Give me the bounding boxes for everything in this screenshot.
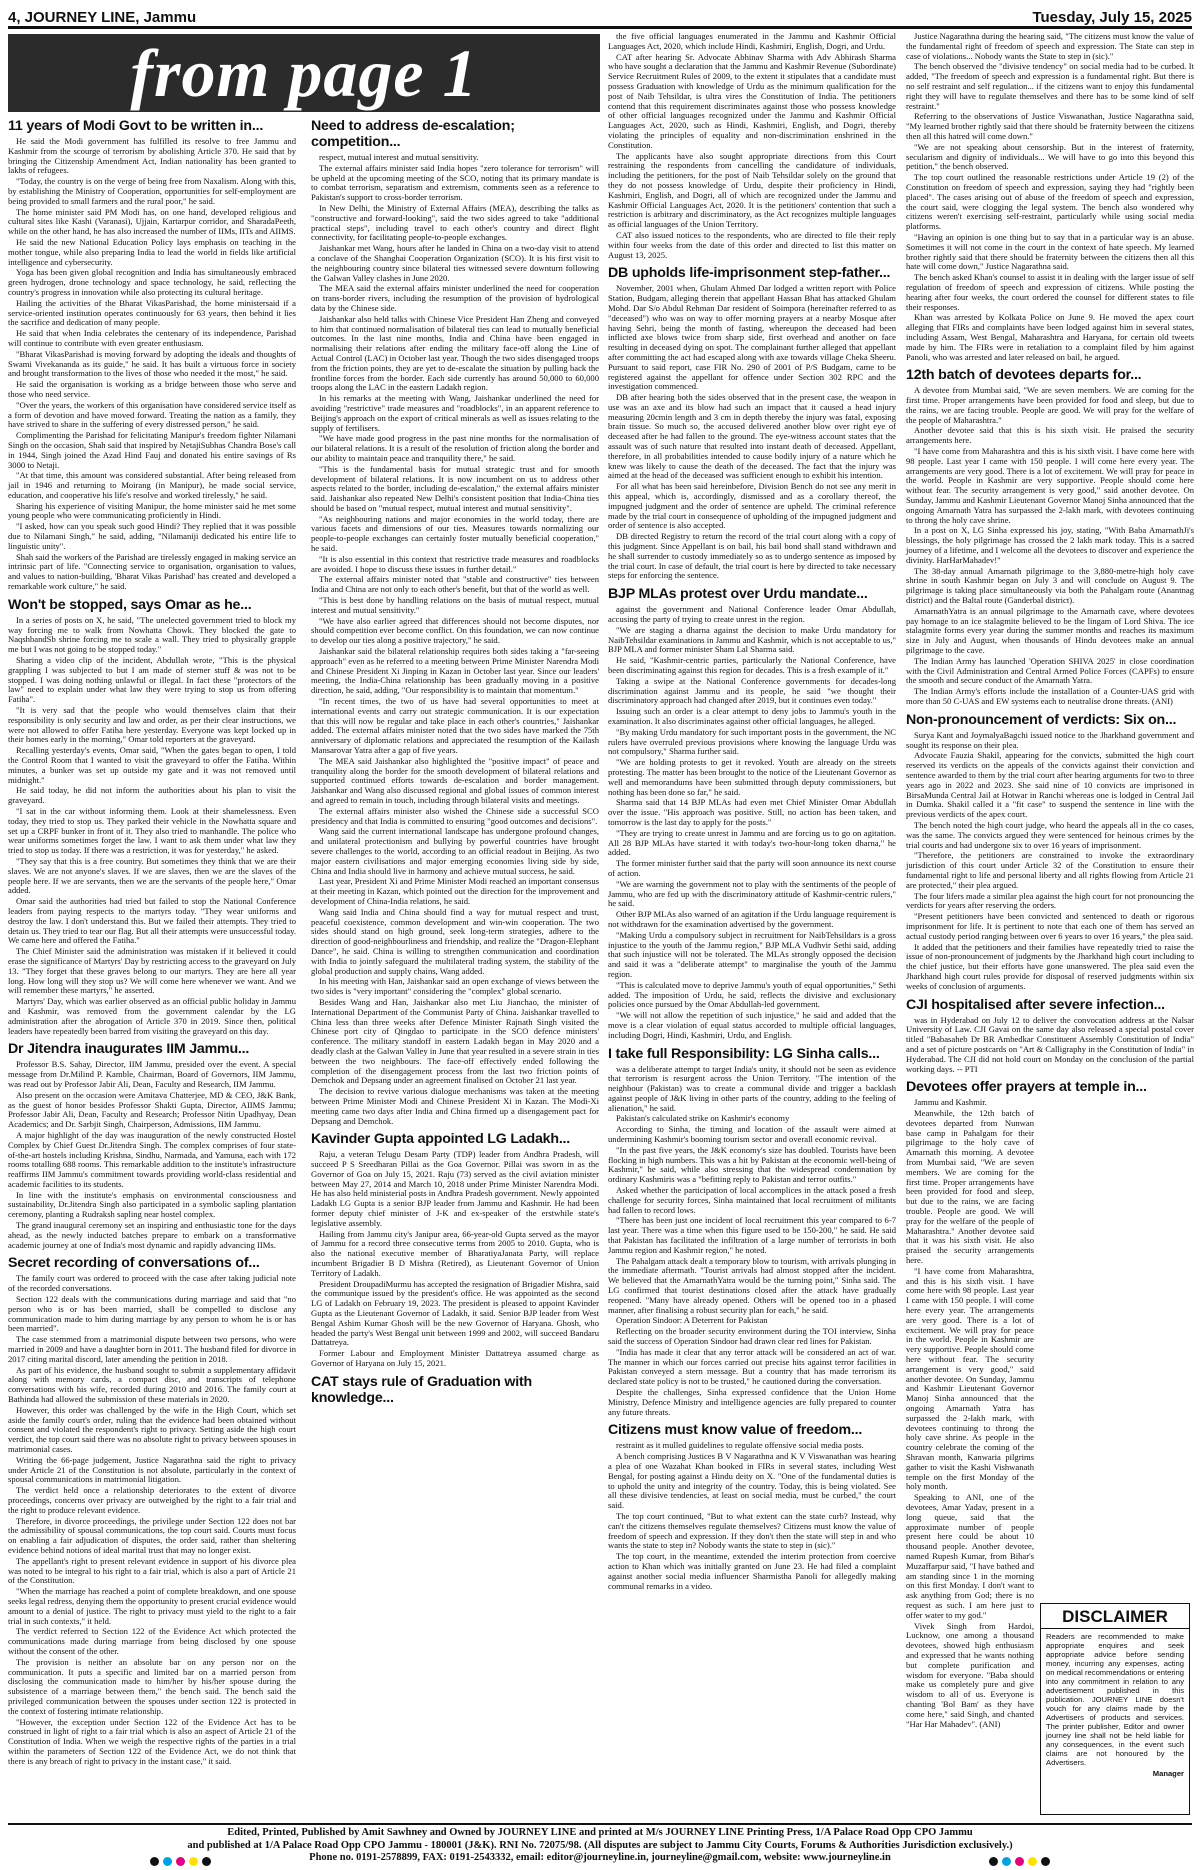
- article-paragraph: President DroupadiMurmu has accepted the resignation of Brigadier Mishra, said the communique issued by the president's office. He was appointed as the second LG of Ladakh on February 19, 2023. The president is pleased to appoint Kavinder Gupta as the Lieutenant Governor of Ladakh, it said. Senior BJP leader from West Bengal Ashim Kumar Ghosh will be the new Governor of Haryana. Ghosh, who headed the party's West Bengal unit between 1999 and 2002, will succeed Bandaru Dattatreya.: [311, 1278, 599, 1348]
- article-paragraph: Omar said the authorities had tried but failed to stop the National Conference leaders from paying respects to the martyrs today. "They wear uniforms and destroy the law. I don't understand this. But we failed their attempts. They tried to detain us. They tried to tear our flag. But all their attempts were unsuccessful today. We came here and offered the Fatiha.": [8, 896, 296, 946]
- article-body: [8, 137, 296, 592]
- registration-marks: [0, 1857, 1200, 1869]
- article-paragraph: The external affairs minister said India hopes "zero tolerance for terrorism" will be upheld at the upcoming meeting of the SCO, noting that its primary mandate is to combat terrorism, separatism and extremism, comments seen as a reference to Pakistan's support to cross-border terrorism.: [311, 162, 599, 203]
- article-paragraph: the five official languages enumerated in the Jammu and Kashmir Official Languages Act, 2020, which include Hindi, Kashmiri, English, Dogri, and Urdu.: [608, 31, 896, 51]
- article-paragraph: Shah said the workers of the Parishad are tirelessly engaged in making service an intrinsic part of life. "Connecting service to organisation, organisation to values, and values to nation-building, 'Bharat Vikas Parishad' has created and developed a remarkable work culture," he said.: [8, 551, 296, 592]
- headline: Dr Jitendra inaugurates IIM Jammu...: [8, 1041, 250, 1058]
- article-paragraph: Another devotee said that this is his sixth visit. He praised the security arrangements here.: [906, 425, 1194, 446]
- article-paragraph: CAT also issued notices to the respondents, who are directed to file their reply within four weeks from the date of this order and directed to list this matter on August 13, 2025.: [608, 229, 896, 260]
- article-paragraph: AmarnathYatra is an annual pilgrimage to the Amarnath cave, where devotees pay homage to an ice stalagmite believed to be the lingam of Lord Shiva. The ice stalagmite forms every year during the summer months and reaches its maximum size in July and August, when thousands of Hindu devotees make an annual pilgrimage to the cave.: [906, 605, 1194, 656]
- article-paragraph: Recalling yesterday's events, Omar said, "When the gates began to open, I told the Control Room that I wanted to visit the graveyard to offer the Fatiha. Within minutes, a bunker was set up outside my gate and it was not removed until midnight.": [8, 745, 296, 785]
- article-paragraph: The Indian Army's efforts include the installation of a Counter-UAS grid with more than 50 C-UAS and EW systems each to neutralise drone threats. (ANI): [906, 686, 1194, 706]
- article-paragraph: "Present petitioners have been convicted and sentenced to death or rigorous imprisonment for life. It is pertinent to note that each one of them has served an actual custody period ranging between over 6 years to over 16 years," the plea said.: [906, 911, 1194, 941]
- article-paragraph: A major highlight of the day was inauguration of the newly constructed Hostel Complex by Chief Guest Dr.Jitendra Singh. The complex comprises of four state-of-the-art hostels including Krishna, Sindhu, Narmada, and Yamuna, each with 172 rooms totalling 688 rooms. This remarkable addition to the institute's infrastructure reaffirms IIM Jammu's commitment towards providing world-class residential and academic facilities to its students.: [8, 1129, 296, 1189]
- article-paragraph: The external affairs minister noted that "stable and constructive" ties between India and China are not only to each other's benefit, but that of the world as well.: [311, 574, 599, 595]
- article-body: [906, 32, 1194, 362]
- article-paragraph: "This is the fundamental basis for mutual strategic trust and for smooth development of bilateral relations. It is now incumbent on us to address other aspects related to the border, including de-escalation," the external affairs minister said. Jaishankar also repeated New Delhi's consistent position that India-China ties should be based on "mutual respect, mutual interest and mutual sensitivity".: [311, 463, 599, 513]
- headline: Non-pronouncement of verdicts: Six on...: [906, 711, 1177, 728]
- imprint-line-2: and published at 1/A Palace Road Opp CPO Jammu - 180001 (J&K). RNI No. 72075/98. (All disputes are subject to Jammu City Courts, Forums & Authorities Jurisdiction exclusively.): [187, 1839, 1013, 1851]
- article-paragraph: "We are warning the government not to play with the sentiments of the people of Jammu, who are fed up with the discriminatory attitude of Kashmir-centric rulers," he said.: [608, 878, 896, 909]
- headline: Need to address de-escalation; competition...: [311, 118, 515, 150]
- article-paragraph: "I sat in the car without informing them. Look at their shamelessness. Even today, they tried to stop us. They parked their vehicle in the Nowhatta square and set up a CRPF bunker in front of it. They also tried to manhandle. The police who wear uniforms sometimes forget the law. I want to ask them under what law they tried to stop us today. If there was a restriction, it was for yesterday," he asked.: [8, 806, 296, 856]
- article-paragraph: Former Labour and Employment Minister Dattatreya assumed charge as Governor of Haryana on July 15, 2021.: [311, 1348, 599, 1369]
- article-paragraph: Therefore, in divorce proceedings, the privilege under Section 122 does not bar the admissibility of spousal communications, the top court said. Courts must focus on enabling a fair adjudication of disputes, the order said, rather than sheltering evidence behind notions of ideal marital trust that may no longer exist.: [8, 1515, 296, 1555]
- article-paragraph: The bench asked Khan's counsel to assist it in dealing with the larger issue of self regulation of freedom of speech and expression of citizens. While posting the hearing after four weeks, the court ordered the counsel for different states to file their responses.: [906, 272, 1194, 312]
- article-paragraph: He said that when India celebrates the centenary of its independence, Parishad will continue to contribute with even greater enthusiasm.: [8, 328, 296, 348]
- article-paragraph: Surya Kant and JoymalyaBagchi issued notice to the Jharkhand government and sought its response on their plea.: [906, 729, 1194, 750]
- disclaimer-sign: Manager: [1152, 1769, 1184, 1778]
- article-paragraph: "India has made it clear that any terror attack will be considered an act of war. The manner in which our forces carried out precise hits against terror facilities in Pakistan conveyed a stern message. But a country that has made terrorism its declared state policy is not to be trusted," he cautioned during the conversation.: [608, 1346, 896, 1387]
- section-banner: [8, 34, 600, 112]
- article-paragraph: In his meeting with Han, Jaishankar said an open exchange of views between the two sides is "very important" considering the "complex" global scenario.: [311, 976, 599, 997]
- article-body: [608, 32, 896, 260]
- article-paragraph: The top court continued, "But to what extent can the state curb? Instead, why can't the citizens themselves regulate themselves? Citizens must know the value of freedom of speech and expression. If they don't then the state will step in and who wants the state to step in? Nobody wants the state to step in (sic).": [608, 1510, 896, 1551]
- headline: I take full Responsibility: LG Sinha calls...: [608, 1045, 880, 1062]
- column-4: [906, 32, 1194, 1821]
- imprint-line-1: Edited, Printed, Published by Amit Sawhney and Owned by JOURNEY LINE and printed at M/s JOURNEY LINE Printing Press, 1/A Palace Road Opp CPO Jammu: [227, 1827, 973, 1838]
- article-paragraph: CAT after hearing Sr. Advocate Abhinav Sharma with Adv Abhirash Sharma who have sought a declaration that the Jammu and Kashmir Revenue (Subordinate) Service Recruitment Rules of 2009, to the extent it stipulates that a candidate must possess Graduation with knowledge of Urdu as the minimum qualification for the post of Naib Tehsildar, is ultra vires the Constitution of India. The petitioners contend that this requirement discriminates against those who possess knowledge of other official languages recognized under the Jammu and Kashmir Official Languages Act, 2020, such as Hindi, Kashmiri, English, and Dogri, thereby violating the principles of equality and non-discrimination enshrined in the Constitution.: [608, 51, 896, 150]
- article-paragraph: "We are holding protests to get it revoked. Youth are already on the streets protesting. The matter has been brought to the notice of the Lieutenant Governor as well and memorandums have been submitted through deputy commissioners, but nothing has been done so far," he said.: [608, 757, 896, 797]
- article-paragraph: "They are trying to create unrest in Jammu and are forcing us to go on agitation. All 28 BJP MLAs have started it with today's two-hour-long token dharna," he added.: [608, 827, 896, 858]
- article-paragraph: In a series of posts on X, he said, "The unelected government tried to block my way forcing me to walk from Nowhatta Chowk. They blocked the gate to NaqshbandSb shrine forcing me to scale a wall. They tried to physically grapple me but I was not going to be stopped today.": [8, 614, 296, 655]
- article-paragraph: "I have come from Maharashtra and this is his sixth visit. I have come here with 98 people. Last year I came with 150 people. I will come here every year. The arrangements are very good. There is a lot of excitement. We will pray for peace in the world. People in Kashmir are very supportive. People should come here without fear. The security arrangement is very good," said another devotee. On Sunday, Jammu and Kashmir Lieutenant Governor Manoj Sinha announced that the ongoing Amarnath Yatra has surpassed the 2-lakh mark, with devotees continuing to throng the holy cave shrine.: [906, 446, 1194, 525]
- article-paragraph: The Pahalgam attack dealt a temporary blow to tourism, with arrivals plunging in the immediate aftermath. "Tourist arrivals had almost stopped after the incident. We believed that the AmarnathYatra would be the turning point," Sinha said. The LG confirmed that tourist destinations closed after the attack have gradually reopened. "Many have already opened. Others will be opened too in a phased manner, after finalising a robust security plan for each," he said.: [608, 1255, 896, 1315]
- article-paragraph: The Indian Army has launched 'Operation SHIVA 2025' in close coordination with the Civil Administration and Central Armed Police Forces (CAPFs) to ensure the smooth and secure conduct of the Amarnath Yatra.: [906, 655, 1194, 686]
- registration-dots-left: [150, 1857, 211, 1869]
- article-body: [8, 1060, 296, 1250]
- article-paragraph: "This is best done by handling relations on the basis of mutual respect, mutual interest and mutual sensitivity.": [311, 595, 599, 615]
- article-paragraph: Last year, President Xi and Prime Minister Modi reached an important consensus at their meeting in Kazan, which pointed out the direction for the improvement and development of China-India relations, he said.: [311, 876, 599, 906]
- article-paragraph: As part of his evidence, the husband sought to submit a supplementary affidavit along with memory cards, a compact disc, and transcripts of telephone conversations with his wife, recorded during 2010 and 2016. The family court at Bathinda had allowed the submission of these materials in 2020.: [8, 1364, 296, 1405]
- article-paragraph: "We will not allow the repetition of such injustice," he said and added that the move is a clear violation of equal status accorded to multiple official languages, including Dogri, Hindi, Kashmiri, Urdu, and English.: [608, 1010, 896, 1040]
- article-paragraph: "Bharat VikasParishad is moving forward by adopting the ideals and thoughts of Swami Vivekananda as its guide," he said. It has built a virtuous force in society and brought transformation to the lives of those who needed it the most," he said.: [8, 348, 296, 379]
- article-paragraph: "When the marriage has reached a point of complete breakdown, and one spouse seeks legal redress, denying them the opportunity to present crucial evidence would amount to a denial of justice. The right to privacy must yield to the right to a fair trial in such contexts," it held.: [8, 1586, 296, 1626]
- article-paragraph: Operation Sindoor: A Deterrent for Pakistan: [616, 1315, 768, 1326]
- article-paragraph: "As neighbouring nations and major economies in the world today, there are various facets and dimensions of our ties. Measures towards normalizing our people-to-people exchanges can certainly foster mutually beneficial cooperation," he said.: [311, 513, 599, 554]
- article-paragraph: The applicants have also sought appropriate directions from this Court restraining the respondents from cancelling the candidature of individuals, including the petitioners, for the post of Naib Tehsildar solely on the ground that they do not possess knowledge of Urdu, despite their proficiency in Hindi, Kashmiri, English, and Dogri, all of which are recognized under the Jammu and Kashmir Official Languages Act, 2020. It is the petitioners' contention that such a restriction is arbitrary and discriminatory, as the Act recognizes multiple languages as official languages of the Union Territory.: [608, 150, 896, 230]
- article-paragraph: "Today, the country is on the verge of being free from Naxalism. Along with this, by establishing the Ministry of Cooperation, opportunities for self-employment are being provided to small farmers and the rural poor," he said.: [8, 176, 296, 206]
- article-paragraph: The external affairs minister also wished the Chinese side a successful SCO presidency and that India is committed to ensuring "good outcomes and decisions".: [311, 805, 599, 826]
- article-paragraph: "In recent times, the two of us have had several opportunities to meet at international events and carry out strategic communication. It is our expectation that this will now be regular and take place in each other's countries," Jaishankar added. The external affairs minister noted that the two sides have marked the 75th anniversary of diplomatic relations and appreciated the resumption of the Kailash Mansarovar Yatra after a gap of five years.: [311, 696, 599, 756]
- article-paragraph: "They say that this is a free country. But sometimes they think that we are their slaves. We are not anyone's slaves. If we are slaves, then we are the slaves of the people here. If we are servants, then we are the servants of the people here," Omar added.: [8, 855, 296, 896]
- article-paragraph: The verdict referred to Section 122 of the Evidence Act which protected the communications made during marriage from being disclosed by one spouse without the consent of the other.: [8, 1626, 296, 1656]
- article-paragraph: Jammu and Kashmir.: [914, 1097, 987, 1108]
- article-paragraph: DB after hearing both the sides observed that in the present case, the weapon in use was an axe and its blow had such an impact that it caused a head injury measuring 20cmin length and 3 cm in depth thereby the injury was fatal, exposing brain tissue. So much so, the accused delivered another blow over right eye of deceased after he had fallen to the ground. The eye-witness account states that the assault was of such nature that resulted into instant death of deceased. Appellant, therefore, in all probabilities intended to cause bodily injury of a nature which he knew was likely to cause the death of the deceased. The fact that the injury was aimed at the head of the deceased was sufficient enough to exhibit his intention.: [608, 392, 896, 481]
- article-paragraph: The top court, in the meantime, extended the interim protection from coercive action to Khan which was initially granted on June 23. He had filed a complaint against another social media influencer Sharmistha Panoli for allegedly making communal remarks in a video.: [608, 1551, 896, 1591]
- article-body: [8, 1274, 296, 1766]
- headline: DB upholds life-imprisonment step-father...: [608, 265, 891, 282]
- article-paragraph: Sharing a video clip of the incident, Abdullah wrote, "This is the physical grappling I was subjected to but I am made of sterner stuff & was not to be stopped. I was doing nothing unlawful or illegal. In fact these "protectors of the law" need to explain under what law they were trying to stop us from offering Fatiha".: [8, 655, 296, 705]
- article-paragraph: Hailing from Jammu city's Janipur area, 66-year-old Gupta served as the mayor of Jammu for a record three consecutive terms from 2005 to 2010. Gupta, who is also the national executive member of BharatiyaJanata Party, will replace incumbent Brigadier B D Mishra (Retired), as Lieutenant Governor of Union Territory of Ladakh.: [311, 1228, 599, 1278]
- article-paragraph: "Making Urdu a compulsory subject in recruitment for NaibTehsildars is a gross injustice to the youth of the Jammu region," BJP MLA Vudhvir Sethi said, adding that such injustice will not be tolerated. The MLAs strongly opposed the decision and said it was a "deliberate attempt" to marginalise the youth of the Jammu region.: [608, 929, 896, 979]
- article-paragraph: "We are staging a dharna against the decision to make Urdu mandatory for NaibTehsildar examinations in Jammu and Kashmir, which is not acceptable to us," BJP MLA and former minister Sham Lal Sharma said.: [608, 624, 896, 655]
- article-paragraph: The bench observed the "divisive tendency" on social media had to be curbed. It added, "The freedom of speech and expression is a fundamental right. But there is no self restraint and self regulation... if the citizens want to enjoy this fundamental right they will have to regulate themselves and there has to be some kind of self restraint.": [906, 61, 1194, 111]
- article-paragraph: Jaishankar said the bilateral relationship requires both sides taking a "far-seeing approach" even as he referred to a meeting between Prime Minister Narendra Modi and Chinese President Xi Jinping in Kazan in October last year. Since our leaders' meeting, the India-China relationship has been gradually moving in a positive direction, he said, adding, "Our responsibility is to maintain that momentum.": [311, 646, 599, 696]
- article-paragraph: "We are not speaking about censorship. But in the interest of fraternity, secularism and dignity of individuals... We will have to go into this beyond this petition," the bench observed.: [906, 141, 1194, 172]
- article-paragraph: Martyrs' Day, which was earlier observed as an official public holiday in Jammu and Kashmir, was removed from the government calendar by the LG administration after the abrogation of Article 370 in 2019. Since then, political leaders have repeatedly been barred from visiting the graveyard on this day.: [8, 996, 296, 1036]
- article-paragraph: Asked whether the participation of local accomplices in the attack posed a fresh challenge for security forces, Sinha maintained that local recruitment of militants had fallen to record lows.: [608, 1185, 896, 1215]
- article-paragraph: A devotee from Mumbai said, "We are seven members. We are coming for the first time. Proper arrangements have been provided for food and sleep, but due to the rains, we are facing trouble. People are good. We will pray for the welfare of the people of Maharashtra.": [906, 385, 1194, 425]
- article-paragraph: "Having an opinion is one thing but to say that in a particular way is an abuse. Sometimes it will not come in the court in the context of hate speech. My learned brother rightly said that there should be fraternity between the citizens then all this hate will come down," Justice Nagarathna said.: [906, 231, 1194, 272]
- article-body: [906, 1098, 1034, 1729]
- article-paragraph: "However, the exception under Section 122 of the Evidence Act has to be construed in light of right to a fair trial which is also an aspect of Article 21 of the Constitution of India. When we weigh the respective rights of the parties in a trial within the parameters of Section 122 of the Evidence Act, we do not think that there is any breach of right to privacy in the instant case," it said.: [8, 1716, 296, 1766]
- article-paragraph: Besides Wang and Han, Jaishankar also met Liu Jianchao, the minister of International Department of the Communist Party of China. Jaishankar travelled to China less than three weeks after Defence Minister Rajnath Singh visited the Chinese port city of Qingdao to participate in the SCO defence ministers' conference. The military standoff in eastern Ladakh began in May 2020 and a deadly clash at the Galwan Valley in June that year resulted in a severe strain in ties between the two neighbours. The face-off effectively ended following the completion of the disengagement process from the last two friction points of Demchok and Depsang under an agreement finalised on October 21 last year.: [311, 996, 599, 1086]
- article-paragraph: The MEA said the external affairs minister underlined the need for cooperation on trans-border rivers, including the resumption of the provision of hydrological data by the Chinese side.: [311, 283, 599, 313]
- article-paragraph: Referring to the observations of Justice Viswanathan, Justice Nagarathna said, "My learned brother rightly said that there should be fraternity between the citizens then all this hatred will come down.": [906, 111, 1194, 141]
- disclaimer-body: Readers are recommended to make appropriate enquires and seek appropriate advice before sending money, incurring any expenses, acting on medical recommendations or entering into any commitment in relation to any advertisement published in this publication. JOURNEY LINE doesn't vouch for any claims made by the Advertisers of products and services. The printer publisher, Editor and owner journey line shall not be held liable for any consequences, in the event such claims are not honoured by the Advertisers.: [1046, 1632, 1184, 1767]
- article-paragraph: Pakistan's calculated strike on Kashmir's economy: [616, 1113, 790, 1124]
- article-paragraph: However, this order was challenged by the wife in the High Court, which set aside the family court's order, ruling that the evidence had been obtained without consent and violated the respondent's right to privacy. Setting aside the high court verdict, the top court said there was no absolute right to privacy between spouses in matrimonial cases.: [8, 1404, 296, 1455]
- registration-dot: [1002, 1857, 1011, 1866]
- column-3: [608, 32, 896, 1851]
- registration-dot: [1028, 1857, 1037, 1866]
- article-paragraph: The family court was ordered to proceed with the case after taking judicial note of the recorded conversations.: [8, 1273, 296, 1294]
- headline: BJP MLAs protest over Urdu mandate...: [608, 586, 868, 603]
- page-header: [8, 4, 1192, 29]
- article-paragraph: The appellant's right to present relevant evidence in support of his divorce plea was noted to be integral to his right to a fair trial, which is also a part of Article 21 of the Constitution.: [8, 1555, 296, 1586]
- registration-dot: [989, 1857, 998, 1866]
- article-paragraph: was in Hyderabad on July 12 to deliver the convocation address at the Nalsar University of Law. CJI Gavai on the same day also released a special postal cover titled "Babasaheb Dr BR Ambedkar Constituent Assembly Constitution of India" and a set of picture postcards on "Art & Calligraphy in the Constitution of India" in Hyderabad. The CJI did not hold court on Monday on the conclusion of the partial working days. -- PTI: [906, 1014, 1194, 1074]
- article-paragraph: "It is also essential in this context that restrictive trade measures and roadblocks are avoided. I hope to discuss these issues in further detail.": [311, 553, 599, 574]
- article-paragraph: Meanwhile, the 12th batch of devotees departed from Nunwan base camp in Pahalgam for their pilgrimage to the holy cave of Amarnath this morning. A devotee from Mumbai said, "We are seven members. We are coming for the first time. Proper arrangements have been provided for food and sleep, but due to the rains, we are facing trouble. People are good. We will pray for the welfare of the people of Maharashtra." Another devotee said that it was his sixth visit. He also praised the security arrangements here.: [906, 1108, 1034, 1266]
- article-paragraph: "Over the years, the workers of this organisation have considered service itself as a form of devotion and have moved forward. Treating the nation as a family, they have strived to share in the suffering of every distressed person," he said.: [8, 399, 296, 430]
- article-body: [311, 153, 599, 1126]
- article-paragraph: Jaishankar met Wang, hours after he landed in China on a two-day visit to attend a conclave of the Shanghai Cooperation Organization (SCO). It is his first visit to the neighbouring country since bilateral ties witnessed severe downturn following the Galwan Valley clashes in June 2020.: [311, 243, 599, 283]
- registration-dot: [163, 1857, 172, 1866]
- article-paragraph: The MEA said Jaishankar also highlighted the "positive impact" of peace and tranquility along the border for the smooth development of bilateral relations and supported continued efforts towards de-escalation and border management. Jaishankar and Wang also discussed regional and global issues of common interest and agreed to remain in touch, including through bilateral visits and meetings.: [311, 755, 599, 805]
- article-paragraph: Hailing the activities of the Bharat VikasParishad, the home ministersaid if a service-oriented institution operates continuously for 63 years, then behind it lies the sacrifice and dedication of many people.: [8, 297, 296, 328]
- disclaimer-title: DISCLAIMER: [1041, 1607, 1189, 1629]
- article-paragraph: The grand inaugural ceremony set an inspiring and enthusiastic tone for the days ahead, as the newly inducted batches prepare to embark on a transformative academic journey at one of India's most dynamic and rapidly advancing IIMs.: [8, 1220, 296, 1250]
- article-paragraph: A bench comprising Justices B V Nagarathna and K V Viswanathan was hearing a plea of one Wazahat Khan booked in FIRs in several states, including West Bengal, for posting against a Hindu deity on X. "One of the fundamental duties is to uphold the unity and integrity of the country. Today, this is being violated. See all these divisive tendencies, at least on social media, must be curbed," the court said.: [608, 1451, 896, 1511]
- imprint-line-3: Phone no. 0191-2578899, FAX: 0191-2543332, email: editor@journeyline.in, journeyline@gmail.com, website: www.journeyline.in: [309, 1852, 891, 1863]
- article-paragraph: Vivek Singh from Hardoi, Lucknow, one among a thousand devotees, showed high enthusiasm and expressed that he wants nothing but complete purification and wisdom for everyone. "Baba should make us completely pure and give wisdom to all of us. Everyone is chanting 'Bol Bam' as they have come here," said Singh, and chanted "Har Har Mahadev". (ANI): [906, 1620, 1034, 1729]
- article-paragraph: In New Delhi, the Ministry of External Affairs (MEA), describing the talks as "constructive and forward-looking", said the two sides agreed to take "additional practical steps", including travel to each other's country and direct flight connectivity, for facilitating people-to-people exchanges.: [311, 202, 599, 243]
- headline: Devotees offer prayers at temple in...: [906, 1079, 1147, 1096]
- article-paragraph: The bench noted the high court judge, who heard the appeals all in the co cases, was the same. The convicts argued they were sentenced for heinous crimes by the trial courts and had undergone six to over 16 years of imprisonment.: [906, 819, 1194, 850]
- headline: Citizens must know value of freedom...: [608, 1422, 863, 1439]
- article-paragraph: Despite the challenges, Sinha expressed confidence that the Union Home Ministry, Defence Ministry and intelligence agencies are fully prepared to counter any future threats.: [608, 1387, 896, 1417]
- article-body: [906, 386, 1194, 707]
- article-paragraph: Raju, a veteran Telugu Desam Party (TDP) leader from Andhra Pradesh, will succeed P S Sreedharan Pillai as the Goa Governor. Pillai was sworn in as the Governor of Goa on July 15, 2021. Raju (73) served as the civil aviation minister between May 27, 2014 and March 10, 2018 under Prime Minister Narendra Modi. He has also held ministerial posts in Andhra Pradesh government. Newly appointed Ladakh LG Gupta is a senior BJP leader from Jammu and Kashmir. He had been former deputy chief minister of J-K and ex-speaker of the erstwhile state's legislative assembly.: [311, 1149, 599, 1228]
- article-paragraph: "It is very sad that the people who would themselves claim that their responsibility is only security and law and order, as per their clear instructions, we were not allowed to offer Fatiha here yesterday. Everyone was kept locked up in their homes early in the morning," Omar told reporters at the graveyard.: [8, 705, 296, 745]
- article-paragraph: against the government and National Conference leader Omar Abdullah, accusing the party of trying to create unrest in the region.: [608, 604, 896, 625]
- article-paragraph: He said the organisation is working as a bridge between those who serve and those who need service.: [8, 379, 296, 399]
- article-paragraph: The decision to revive various dialogue mechanisms was taken at the meeting between Prime Minister Modi and Chinese President Xi in Kazan. The Modi-Xi meeting came two days after India and China firmed up a disengagement pact for Depsang and Demchok.: [311, 1086, 599, 1126]
- article-paragraph: The provision is neither an absolute bar on any person nor on the communication. It puts a specific and limited bar on a married person from disclosing the communication made to him/her by his/her spouse during the subsistence of a marriage between them," the bench said. The bench said the privileged communication between the spouses under section 122 is protected in the context of fostering intimate relationship.: [8, 1656, 296, 1716]
- article-paragraph: Justice Nagarathna during the hearing said, "The citizens must know the value of the fundamental right of freedom of speech and expression. The State can step in case of violations... Nobody wants the State to step in (sic).": [906, 31, 1194, 61]
- article-paragraph: The top court outlined the reasonable restrictions under Article 19 (2) of the Constitution on freedom of speech and expression, saying they had "rightly been placed". The cases arising out of abuse of the freedom of speech and expression, the court said, were clogging the legal system. The bench also wondered why citizens weren't exercising self-restraint, particularly while using social media platforms.: [906, 172, 1194, 232]
- article-body: [608, 605, 896, 1040]
- article-paragraph: respect, mutual interest and mutual sensitivity.: [319, 152, 479, 162]
- article-body: [311, 1150, 599, 1369]
- headline: Won't be stopped, says Omar as he...: [8, 596, 252, 613]
- page-header-date: Tuesday, July 15, 2025: [1032, 9, 1192, 26]
- article-paragraph: For all what has been said hereinbefore, Division Bench do not see any merit in this appeal, which is, accordingly, dismissed and as a corollary thereof, the impugned judgment and the order of sentence are upheld. The criminal reference made by the trial court in consequence of upholding of the impugned judgment and order of sentence is also accepted.: [608, 481, 896, 531]
- article-body: [8, 616, 296, 1036]
- section-banner-title: from page 1: [130, 34, 478, 111]
- article-paragraph: Sharing his experience of visiting Manipur, the home minister said he met some young people who were communicating proficiently in Hindi.: [8, 500, 296, 521]
- registration-dot: [189, 1857, 198, 1866]
- article-paragraph: "I have come from Maharashtra, and this is his sixth visit. I have come here with 98 people. Last year I came with 150 people. I will come here every year. The arrangements are very good. There is a lot of excitement. We will pray for peace in the world. People in Kashmir are very supportive. People should come here without fear. The security arrangement is very good," said another devotee. On Sunday, Jammu and Kashmir Lieutenant Governor Manoj Sinha announced that the ongoing Amarnath Yatra has surpassed the 2-lakh mark, with devotees continuing to throng the holy cave shrine. As people in the country celebrate the coming of the Shravan month, Kanwaria pilgrims gather to visit the Kashi Vishwanath temple on the first Monday of the holy month.: [906, 1265, 1034, 1492]
- headline: 11 years of Modi Govt to be written in...: [8, 118, 264, 134]
- article-paragraph: Professor B.S. Sahay, Director, IIM Jammu, presided over the event. A special message from Dr.Milind P. Kamble, Chairman, Board of Governors, IIM Jammu, was read out by Professor Jabir Ali, Dean, Faculty and Research, IIM Jammu.: [8, 1059, 296, 1089]
- article-body: [608, 1441, 896, 1591]
- article-paragraph: Taking a swipe at the National Conference governments for decades-long discrimination against Jammu and its people, he said "we thought their discriminatory approach had changed after 2019, but it continues even today.": [608, 675, 896, 706]
- article-paragraph: "At that time, this amount was considered substantial. After being released from jail in 1946 and returning to Moirang (in Manipur), he made social service, education, and cooperative his life's resolve and worked tirelessly," he said.: [8, 470, 296, 500]
- article-body: [608, 284, 896, 581]
- article-paragraph: He said the new National Education Policy lays emphasis on teaching in the mother tongue, while also preparing India to lead the world in fields like artificial intelligence and cybersecurity.: [8, 236, 296, 267]
- article-paragraph: "By making Urdu mandatory for such important posts in the government, the NC rulers have overruled previous provisions where knowing the language Urdu was not compulsory," Sharma further said.: [608, 726, 896, 757]
- article-paragraph: Other BJP MLAs also warned of an agitation if the Urdu language requirement is not withdrawn for the examination advertised by the government.: [608, 909, 896, 929]
- article-paragraph: was a deliberate attempt to target India's unity, it should not be seen as evidence that terrorism is resurgent across the Union Territory. "The intention of the neighbour (Pakistan) was to create a communal divide and trigger a backlash against people of J&K living in other parts of the country, adding to the feeling of alienation," he said.: [608, 1063, 896, 1113]
- article-paragraph: He said, "Kashmir-centric parties, particularly the National Conference, have been discriminating against this region for decades. This is a fresh example of it.": [608, 655, 896, 676]
- article-body: [608, 1065, 896, 1418]
- article-paragraph: He said today, he did not inform the authorities about his plan to visit the graveyard.: [8, 785, 296, 806]
- article-paragraph: Section 122 deals with the communications during marriage and said that "no person who is or has been married, shall be compelled to disclose any communication made to him during marriage by any person to whom he is or has been married".: [8, 1294, 296, 1334]
- article-paragraph: Wang said the current international landscape has undergone profound changes, and unilateral protectionism and bullying by powerful countries have brought severe challenges to the world, according to an official readout in Beijing. As two major eastern civilisations and major emerging economies living side by side, China and India should live in harmony and achieve mutual success, he said.: [311, 826, 599, 876]
- article-paragraph: In his remarks at the meeting with Wang, Jaishankar underlined the need for avoiding "restrictive" trade measures and "roadblocks", in an apparent reference to Beijing's approach on the export of critical minerals as well as issues relating to the supply of fertilisers.: [311, 393, 599, 433]
- headline: CAT stays rule of Graduation with knowledge...: [311, 1373, 532, 1406]
- article-paragraph: "We have also earlier agreed that differences should not become disputes, nor should competition ever become conflict. On this foundation, we can now continue to develop our ties along a positive trajectory," he said.: [311, 615, 599, 646]
- article-paragraph: The case stemmed from a matrimonial dispute between two persons, who were married in 2009 and have a daughter born in 2011. The husband filed for divorce in 2017 citing marital discord, later amending the petition in 2018.: [8, 1334, 296, 1364]
- article-paragraph: "This is calculated move to deprive Jammu's youth of equal opportunities," Sethi added. The imposition of Urdu, he said, reflects the divisive and exclusionary policies once pursued by the Omar Abdullah-led government.: [608, 979, 896, 1010]
- registration-dot: [1015, 1857, 1024, 1866]
- headline: Kavinder Gupta appointed LG Ladakh...: [311, 1131, 571, 1148]
- article-paragraph: Speaking to ANI, one of the devotees, Amar Yadav, present in a long queue, said that the approximate number of people present here could be about 10 thousand people. Another devotee, named Rupesh Kumar, from Bihar's Muzaffarpur said, "I have bathed and am standing since 1 in the morning on this first Monday. I don't want to ask anything from God; there is no request as such. I am here just to offer water to my god.": [906, 1492, 1034, 1620]
- article-paragraph: Complimenting the Parishad for felicitating Manipur's freedom fighter Nilamani Singh on the occasion, Shah said that inspired by NetajiSubhas Chandra Bose's call in 1944, Singh joined the Azad Hind Fauj and donated his entire savings of Rs 3000 to Netaji.: [8, 430, 296, 470]
- registration-dot: [176, 1857, 185, 1866]
- registration-dots-right: [989, 1857, 1050, 1869]
- article-paragraph: Jaishankar also held talks with Chinese Vice President Han Zheng and conveyed to him that continued normalisation of bilateral ties can lead to mutually beneficial outcomes. In the last nine months, India and China have been engaged in normalising their relations after ending the military face-off along the Line of Actual Control (LAC) in October last year. Though the two sides disengaged troops from the friction points, they are yet to de-escalate the situation by pulling back the frontline forces from the border. Each side currently has around 50,000 to 60,000 troops along the LAC in the eastern Ladakh region.: [311, 313, 599, 393]
- article-paragraph: In line with the institute's emphasis on environmental consciousness and sustainability, Dr.Jitendra Singh also participated in a symbolic sapling plantation ceremony, planting a Rudraksh sapling near hostel complex.: [8, 1189, 296, 1220]
- article-paragraph: November, 2001 when, Ghulam Ahmed Dar lodged a written report with Police Station, Budgam, alleging therein that appellant Hassan Bhat has attacked Ghulam Mohd. Dar S/o Abdul Rehman Dar resident of Soimpora (hereinafter referred to as "deceased") who was on way to offer morning prayers at a nearby Mosque after having Sehri, being the month of fasting, whereupon the deceased had been inflicted axe blows twice from sharp side, first overhead and another on face resulting in deceased dying on spot. The complainant further alleged that appellant after committing the act had escaped along with axe towards village Cheka Sheeru. Pursuant to said report, case FIR No. 290 of 2001 of P/S Budgam, came to be registered against the appellant for offence under Section 302 RPC and the investigation commenced.: [608, 283, 896, 392]
- article-paragraph: Issuing such an order is a clear attempt to deny jobs to Jammu's youth in the examination. It also discriminates against other official languages, he alleged.: [608, 706, 896, 726]
- article-paragraph: "Therefore, the petitioners are constrained to invoke the extraordinary jurisdiction of this court under Article 32 of the Constitution to ensure their fundamental right to life and personal liberty and all rights flowing from Article 21 are protected," their plea argued.: [906, 850, 1194, 890]
- headline: Secret recording of conversations of...: [8, 1255, 260, 1272]
- page-header-left: 4, JOURNEY LINE, Jammu: [8, 9, 197, 26]
- article-paragraph: Advocate Fauzia Shakil, appearing for the convicts, submitted the high court reserved its verdicts on the appeals of the convicts against their conviction and sentence awarded to them by the trial court after hearing arguments for two to three years ago in 2022 and 2023. She said nine of 10 convicts are imprisoned in BirsaMunda Central Jail at Hotwar in Ranchi whereas one is lodged in Central Jail in Dumka. Shakil called it a "fit case" to suspend the sentence in line with the previous verdicts of the apex court.: [906, 750, 1194, 820]
- article-paragraph: Writing the 66-page judgement, Justice Nagarathna said the right to privacy under Article 21 of the Constitution is not absolute, particularly in the context of spousal communications in matrimonial litigation.: [8, 1454, 296, 1485]
- article-paragraph: The verdict held once a relationship deteriorates to the extent of divorce proceedings, concerns over privacy are outweighed by the right to a fair trial and the right to produce relevant evidence.: [8, 1485, 296, 1515]
- article-paragraph: Yoga has been given global recognition and India has simultaneously embraced green hydrogen, drone technology and space technology, he said, reflecting the country's progress in innovation while also protecting its cultural heritage.: [8, 267, 296, 297]
- disclaimer-box: [1040, 1603, 1190, 1815]
- registration-dot: [1041, 1857, 1050, 1866]
- article-paragraph: "I asked, how can you speak such good Hindi? They replied that it was possible due to Nilamani Singh," he said, adding, "Nilamaniji dedicated his entire life to linguistic unity".: [8, 521, 296, 551]
- registration-dot: [202, 1857, 211, 1866]
- article-paragraph: The former minister further said that the party will soon announce its next course of action.: [608, 858, 896, 878]
- article-paragraph: Sharma said that 14 BJP MLAs had even met Chief Minister Omar Abdullah over the issue. "His approach was positive. Still, no action has been taken, and tomorrow is the last day to apply for the posts.": [608, 797, 896, 827]
- article-body: [906, 1016, 1194, 1075]
- article-paragraph: Wang said India and China should find a way for mutual respect and trust, peaceful coexistence, common development and win-win cooperation. The two sides should stand on high ground, seek long-term strategies, adhere to the direction of good-neighbourliness and friendship, and realize the "Dragon-Elephant Dance", he said. China is willing to strengthen communication and coordination with India to jointly safeguard the multilateral trading system, the stability of the global production and supply chains, Wang added.: [311, 906, 599, 976]
- article-paragraph: Also present on the occasion were Amitava Chatterjee, MD & CEO, J&K Bank, as the guest of honor besides Professor Shakti Gupta, Director, AIIMS Jammu; Professor Jabir Ali, Dean, Faculty and Research; Professor Nitin Upadhyay, Dean Academics; and Dr. Sarbjit Singh, Chairperson, Admissions, IIM Jammu.: [8, 1089, 296, 1130]
- article-paragraph: In a post on X, LG Sinha expressed his joy, stating, "With Baba AmarnathJi's blessings, the holy pilgrimage has crossed the 2 lakh mark today. This is a sacred journey of a lifetime, and I welcome all the devotees to discover and experience the divinity. HarHarMahadev!": [906, 525, 1194, 565]
- article-paragraph: "We have made good progress in the past nine months for the normalisation of our bilateral relations. It is a result of the resolution of friction along the border and our ability to maintain peace and tranquility there," he said.: [311, 433, 599, 463]
- article-paragraph: He said the Modi government has fulfilled its resolve to free Jammu and Kashmir from the scourge of terrorism by abolishing Article 370. He said that by bringing the Citizenship Amendment Act, Indian nationality has been granted to lakhs of refugees.: [8, 136, 296, 176]
- article-paragraph: The Chief Minister said the administration was mistaken if it believed it could erase the significance of Martyrs' Day by restricting access to the graveyard on July 13. "They forget that these graves belong to our martyrs. They are here all year long. How long will they stop us? We will come here whenever we want. And we will remember these martyrs," he asserted.: [8, 946, 296, 996]
- headline: CJI hospitalised after severe infection...: [906, 996, 1165, 1013]
- article-paragraph: "In the past five years, the J&K economy's size has doubled. Tourists have been flocking in high numbers. This was a hit by Pakistan at the economic well-being of Kashmir," he said, while also stressing that the widespread condemnation by ordinary Kashmiris was a "befitting reply to Pakistan and terror outfits.": [608, 1144, 896, 1185]
- column-1: [8, 118, 296, 1821]
- article-paragraph: It added that the petitioners and their families have repeatedly tried to raise the issue of non-pronouncement of judgments by the Jharkhand high court including to the chief justice, but their efforts have gone unanswered. The plea said even the Jharkhand high court rules provide for disposal of reserved judgments within six weeks of conclusion of arguments.: [906, 941, 1194, 991]
- article-paragraph: DB directed Registry to return the record of the trial court along with a copy of this judgment. Since Appellant is on bail, his bail bond shall stand withdrawn and he shall surrender to custody immediately so as to undergo sentence as imposed by the trial court. In case of default, the trial court is here by directed to take necessary steps for enforcing the sentence.: [608, 531, 896, 581]
- article-paragraph: "There has been just one incident of local recruitment this year compared to 6-7 last year. There was a time when this figure used to be 150-200," he said. He said that Pakistan has facilitated the infiltration of a large number of terrorists in both Jammu region and Kashmir region," he noted.: [608, 1215, 896, 1255]
- headline: 12th batch of devotees departs for...: [906, 367, 1142, 384]
- article-paragraph: According to Sinha, the timing and location of the assault were aimed at undermining Kashmir's booming tourism sector and overall economic revival.: [608, 1124, 896, 1145]
- article-body: [906, 731, 1194, 992]
- article-paragraph: Khan was arrested by Kolkata Police on June 9. He moved the apex court alleging that FIRs and complaints have been lodged against him in several states, including Assam, West Bengal, Maharashtra and Haryana, for certain old tweets made by him. The FIRs were in retaliation to a complaint filed by him against Panoli, who was arrested and later released on bail, he argued.: [906, 312, 1194, 362]
- column-2: [311, 118, 599, 1821]
- article-paragraph: restraint as it mulled guidelines to regulate offensive social media posts.: [616, 1440, 864, 1451]
- article-paragraph: Reflecting on the broader security environment during the TOI interview, Sinha said the success of Operation Sindoor had drawn clear red lines for Pakistan.: [608, 1326, 896, 1347]
- article-paragraph: The four lifers made a similar plea against the high court for not pronouncing the verdicts for years after reserving the orders.: [906, 890, 1194, 911]
- article-paragraph: The 38-day annual Amarnath pilgrimage to the 3,880-metre-high holy cave shrine in south Kashmir began on July 3 and will conclude on August 9. The pilgrimage is taking place simultaneously via both the Pahalgam route (Anantnag district) and the Baltal route (Ganderbal district).: [906, 565, 1194, 606]
- registration-dot: [150, 1857, 159, 1866]
- article-paragraph: The home minister said PM Modi has, on one hand, developed religious and cultural sites like Kashi (Varanasi), Ujjain, Kartarpur corridor, and SharadaPeeth, while on the other hand, he has also increased the number of IIMs, IITs and AIIMS.: [8, 206, 296, 237]
